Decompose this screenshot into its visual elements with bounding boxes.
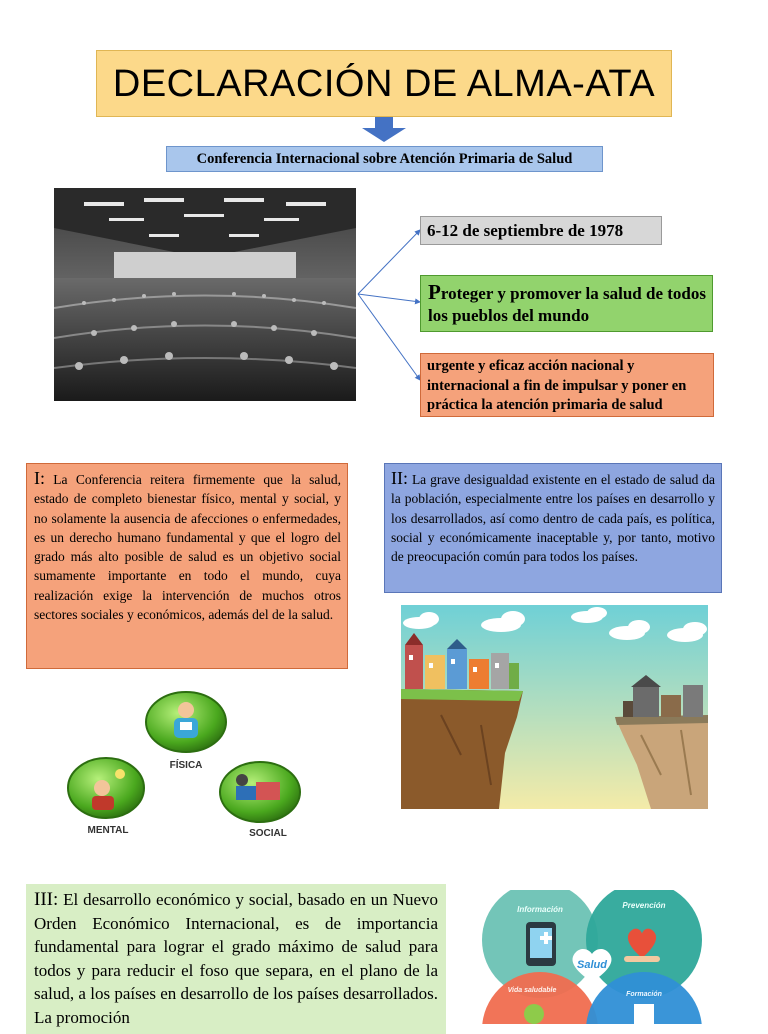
- goal-text: roteger y promover la salud de todos los pueblos del mundo: [428, 284, 706, 325]
- inequality-cliff-illustration: [401, 605, 708, 809]
- down-arrow-icon: [356, 117, 412, 143]
- salud-center-label: Salud: [577, 959, 607, 971]
- article-1-box: [26, 463, 348, 669]
- fisica-label: FÍSICA: [169, 760, 203, 771]
- prevencion-label: Prevención: [622, 901, 666, 910]
- social-circle: [220, 762, 300, 822]
- informacion-label: Información: [517, 905, 563, 914]
- formacion-label: Formación: [626, 991, 662, 998]
- assembly-hall-photo: [54, 188, 356, 401]
- page-title: DECLARACIÓN DE ALMA-ATA: [96, 50, 672, 117]
- social-label: SOCIAL: [249, 828, 287, 839]
- clipboard-icon: [634, 1004, 654, 1024]
- article-2-text: La grave desigualdad existente en el estado de salud da la población, especialmente entre los países en desarrollo y los desarrollados, así como dentro de cada país, es política, social y económicamente inaceptable y, por tanto, motivo de preocupación común para todos los países.: [391, 472, 715, 565]
- article-2-number: II:: [391, 468, 408, 488]
- salud-diagram: [482, 890, 708, 1024]
- goal-box: [420, 275, 713, 332]
- article-1-text: La Conferencia reitera firmemente que la salud, estado de completo bienestar físico, mental y social, y no solamente la ausencia de afecciones o enfermedades, es un derecho humano fundamental y que el logro del grado más alto posible de salud es un objetivo social sumamente importante en todo el mundo, cuya realización exige la intervención de muchos otros sectores sociales y económicos, además del de la salud.: [34, 472, 342, 623]
- article-3-text: El desarrollo económico y social, basado en un Nuevo Orden Económico Internacional, es de importancia fundamental para lograr el grado máximo de salud para todos y para reducir el foso que separa, en el plano de la salud, a los países en desarrollo de los países desarrollados. La promoción: [34, 890, 438, 1027]
- goal-initial: P: [428, 280, 441, 304]
- health-wellbeing-diagram: [60, 688, 320, 848]
- tablet-icon: [526, 922, 556, 966]
- mental-circle: [68, 758, 144, 818]
- article-1-number: I:: [34, 468, 45, 488]
- subtitle-box: Conferencia Internacional sobre Atención Primaria de Salud: [166, 146, 603, 172]
- fisica-circle: [146, 692, 226, 752]
- article-3-box: [26, 884, 446, 1034]
- apple-icon: [524, 1004, 544, 1024]
- date-box: 6-12 de septiembre de 1978: [420, 216, 662, 245]
- article-3-number: III:: [34, 889, 59, 910]
- article-2-box: [384, 463, 722, 593]
- urgent-action-box: urgente y eficaz acción nacional y internacional a fin de impulsar y poner en práctica la atención primaria de salud: [420, 353, 714, 417]
- vida-saludable-label: Vida saludable: [507, 987, 557, 994]
- mental-label: MENTAL: [87, 825, 129, 836]
- connector-lines: [356, 218, 426, 388]
